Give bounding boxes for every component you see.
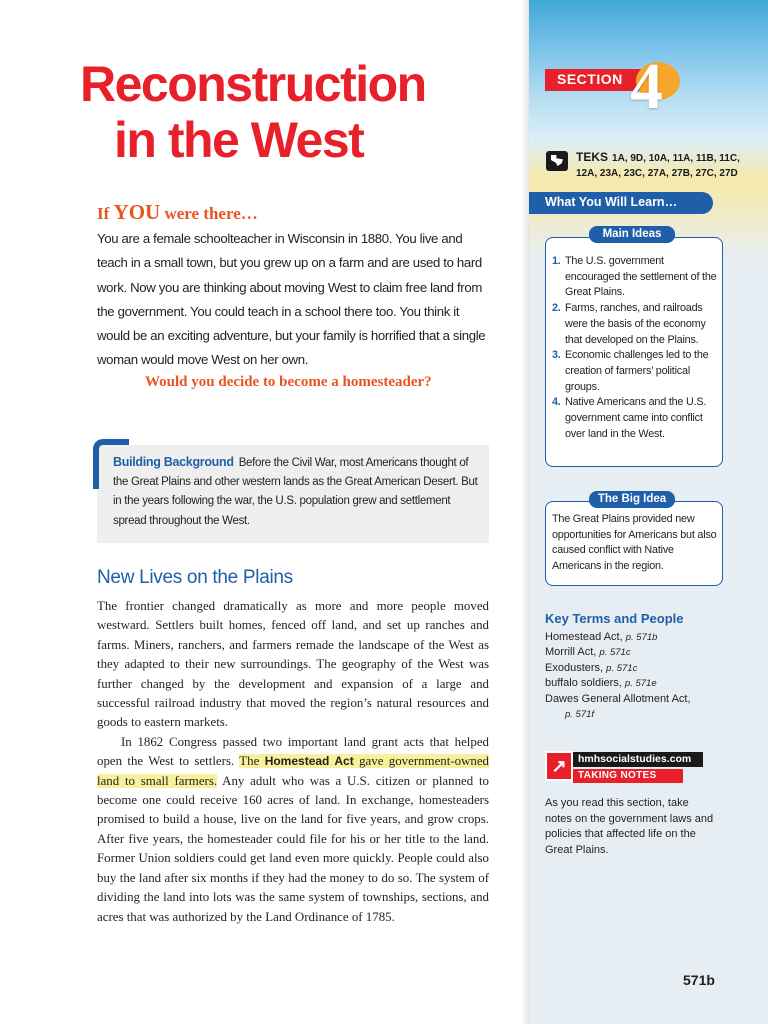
key-term-homestead-act: Homestead Act <box>264 754 354 769</box>
key-terms-list <box>545 630 725 722</box>
main-idea-text: The U.S. government encouraged the settlement of the Great Plains. <box>565 255 717 299</box>
building-background-body: Before the Civil War, most Americans thought of the Great Plains and other western lands as the Great American Desert. But in the years following the war, the U.S. population grew and settlement spread throughout the West. <box>113 457 478 527</box>
taking-notes-text: As you read this section, take notes on the government laws and policies that affected life on the Great Plains. <box>545 797 714 856</box>
key-term-item <box>545 630 725 645</box>
main-idea-item <box>552 348 720 395</box>
section-label: SECTION <box>557 71 623 87</box>
key-term: Exodusters, <box>545 661 604 674</box>
main-idea-text: Farms, ranches, and railroads were the basis of the economy that developed on the Plains. <box>565 302 706 346</box>
key-term: buffalo soldiers, <box>545 677 622 690</box>
main-idea-number: 2. <box>552 302 561 315</box>
if-you-were-there-heading <box>97 200 258 225</box>
main-idea-item <box>552 395 720 442</box>
taking-notes-label: TAKING NOTES <box>573 769 683 783</box>
main-ideas-label: Main Ideas <box>589 226 675 243</box>
p2-start: In 1862 Congress passed two important land grant acts that helped open the West to settlers. <box>97 734 489 769</box>
page-title <box>80 56 426 168</box>
key-term-item <box>545 645 725 660</box>
if-suffix: were there… <box>160 204 258 223</box>
building-background-label: Building Background <box>113 455 234 469</box>
p2-hl-2: gave government-owned land to small farmers. <box>97 754 489 788</box>
main-body <box>97 597 489 927</box>
teks-codes: 1A, 9D, 10A, 11A, 11B, 11C, 12A, 23A, 23C, 27A, 27B, 27C, 27D <box>576 153 740 179</box>
paragraph-2 <box>97 733 489 927</box>
if-prefix: If <box>97 204 114 223</box>
main-idea-text: Native Americans and the U.S. government came into conflict over land in the West. <box>565 396 707 440</box>
online-link-icon[interactable]: ↗ <box>545 751 573 781</box>
main-idea-number: 1. <box>552 255 561 267</box>
texas-icon <box>546 151 568 171</box>
key-term-page: p. 571b <box>625 632 658 643</box>
big-idea-label: The Big Idea <box>589 491 675 508</box>
key-term-page: p. 571c <box>606 662 638 674</box>
hmh-url-link[interactable]: hmhsocialstudies.com <box>573 752 703 767</box>
key-term: Homestead Act, <box>545 631 623 643</box>
key-term-page: p. 571e <box>624 678 657 690</box>
if-you-body: You are a female schoolteacher in Wisconsin in 1880. You live and teach in a small town, but you grew up on a farm and are used to hard work. Now you are thinking about moving West to claim free land from the government. You could teach in a school there too. You think it would be an exciting adventure, but your family is horrified that a single woman would move West on her own. <box>97 231 486 368</box>
key-term-page: p. 571c <box>599 647 631 659</box>
if-you-word: YOU <box>113 200 161 224</box>
section-number: 4 <box>630 50 663 123</box>
p2-hl-1: The <box>239 754 265 769</box>
key-term-item <box>545 661 725 676</box>
building-background-text <box>113 453 479 531</box>
paragraph-1: The frontier changed dramatically as more and more people moved westward. Settlers built homes, fenced off land, and set up ranches and farms. Miners, ranchers, and farmers remade the landscape of the West as they adapted to their new surroundings. The geography of the West was further changed by the development and expansion of a large and successful railroad industry that moved the region’s natural resources and goods to eastern markets. <box>97 599 489 730</box>
title-line-2: in the West <box>114 112 364 168</box>
main-idea-item <box>552 254 720 301</box>
key-term: Dawes General Allotment Act, <box>545 692 691 705</box>
p2-rest: Any adult who was a U.S. citizen or planned to become one could receive 160 acres of land. In exchange, homesteaders promised to build a house, live on the land for five years, and grow crops. After five years, the homesteader could file for his or her title to the land. Former Union soldiers could get land even more quickly. People could also buy the land after six months if they had the money to do so. The system of dividing the land into lots was the same system of townships, sections, and acres that was authorized by the Land Ordinance of 1785. <box>97 773 490 924</box>
main-idea-text: Economic challenges led to the creation of farmers’ political groups. <box>565 349 709 393</box>
teks-label: TEKS <box>576 150 609 164</box>
key-term: Morrill Act, <box>545 646 597 659</box>
key-terms-heading: Key Terms and People <box>545 611 684 626</box>
main-ideas-list <box>552 254 720 442</box>
main-idea-item <box>552 301 720 348</box>
teks-standards <box>576 150 746 181</box>
key-term-item <box>545 692 725 723</box>
page-number: 571b <box>683 972 715 988</box>
section-heading: New Lives on the Plains <box>97 567 293 588</box>
big-idea-text: The Great Plains provided new opportunities for Americans but also caused conflict with Native Americans in the region. <box>552 513 717 573</box>
what-you-will-learn-label: What You Will Learn… <box>545 195 678 209</box>
main-idea-number: 3. <box>552 349 561 362</box>
if-you-question: Would you decide to become a homesteader? <box>145 374 432 390</box>
title-line-1: Reconstruction <box>80 56 426 112</box>
key-term-item <box>545 676 725 691</box>
main-idea-number: 4. <box>552 396 561 409</box>
key-term-page: p. 571f <box>565 709 595 721</box>
